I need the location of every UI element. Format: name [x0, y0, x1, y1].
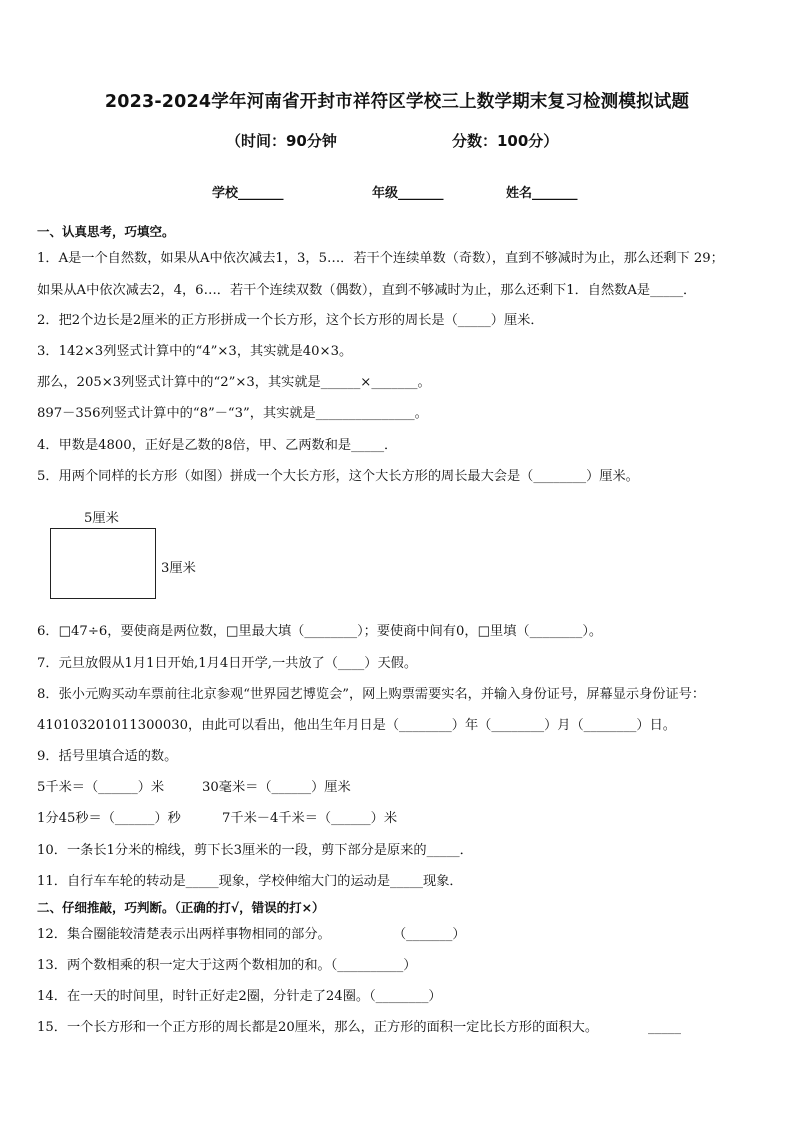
question-8-line-1: 8．张小元购买动车票前往北京参观“世界园艺博览会”，网上购票需要实名，并输入身份证号，屏幕显示身份证号：: [37, 687, 706, 702]
question-6: 6．□47÷6，要使商是两位数，□里最大填（________）；要使商中间有0，□里填（________）。: [37, 624, 603, 639]
question-13: 13．两个数相乘的积一定大于这两个数相加的和。（__________）: [37, 958, 417, 973]
question-8-line-2: 410103201011300030，由此可以看出，他出生年月日是（________）年（________）月（________）日。: [37, 718, 676, 733]
question-9-item-1: 5千米＝（______）米: [37, 780, 165, 795]
question-14: 14．在一天的时间里，时针正好走2圈，分针走了24圈。（________）: [37, 989, 442, 1004]
question-2: 2．把2个边长是2厘米的正方形拼成一个长方形，这个长方形的周长是（_____）厘米．: [37, 313, 544, 328]
rectangle-diagram: [50, 528, 156, 599]
rectangle-height-label: 3厘米: [161, 561, 196, 576]
name-field: 姓名_______: [506, 186, 578, 201]
grade-field: 年级_______: [372, 186, 444, 201]
question-7: 7．元旦放假从1月1日开始,1月4日开学,一共放了（____）天假。: [37, 656, 418, 671]
question-11: 11．自行车车轮的转动是_____现象，学校伸缩大门的运动是_____现象．: [37, 874, 463, 889]
question-3-line-3: 897－356列竖式计算中的“8”－“3”，其实就是_______________。: [37, 406, 428, 421]
question-3-line-2: 那么，205×3列竖式计算中的“2”×3，其实就是______×_______。: [37, 375, 431, 390]
question-10: 10．一条长1分米的棉线，剪下长3厘米的一段，剪下部分是原来的_____．: [37, 843, 473, 858]
question-9-item-4: 7千米－4千米＝（______）米: [222, 811, 398, 826]
rectangle-width-label: 5厘米: [84, 511, 119, 526]
section-heading: 二、仔细推敲，巧判断。（正确的打√，错误的打×）: [37, 900, 325, 915]
question-12-blank: （_______）: [393, 927, 466, 942]
page-title: 2023-2024学年河南省开封市祥符区学校三上数学期末复习检测模拟试题: [104, 92, 690, 112]
question-9-title: 9．括号里填合适的数。: [37, 749, 178, 764]
question-15: 15．一个长方形和一个正方形的周长都是20厘米，那么，正方形的面积一定比长方形的面积大。: [37, 1020, 599, 1035]
school-field: 学校_______: [212, 186, 284, 201]
question-15-blank: _____: [648, 1020, 681, 1035]
question-4: 4．甲数是4800，正好是乙数的8倍，甲、乙两数和是_____．: [37, 438, 398, 453]
question-5: 5．用两个同样的长方形（如图）拼成一个大长方形，这个大长方形的周长最大会是（________）厘米。: [37, 469, 639, 484]
exam-score: 分数：100分）: [452, 132, 559, 150]
question-1-line-1: 1．A是一个自然数，如果从A中依次减去1，3，5…．若干个连续单数（奇数），直到不够减时为止，那么还剩下 29；: [37, 251, 724, 266]
question-12: 12．集合圈能较清楚表示出两样事物相同的部分。: [37, 927, 331, 942]
question-3-line-1: 3．142×3列竖式计算中的“4”×3，其实就是40×3。: [37, 344, 353, 359]
section-heading: 一、认真思考，巧填空。: [37, 224, 175, 239]
question-9-item-3: 1分45秒＝（______）秒: [37, 811, 181, 826]
question-1-line-2: 如果从A中依次减去2，4，6…．若干个连续双数（偶数），直到不够减时为止，那么还剩下1．自然数A是_____．: [37, 283, 697, 298]
question-9-item-2: 30毫米＝（______）厘米: [202, 780, 351, 795]
exam-time: （时间：90分钟: [226, 132, 337, 150]
